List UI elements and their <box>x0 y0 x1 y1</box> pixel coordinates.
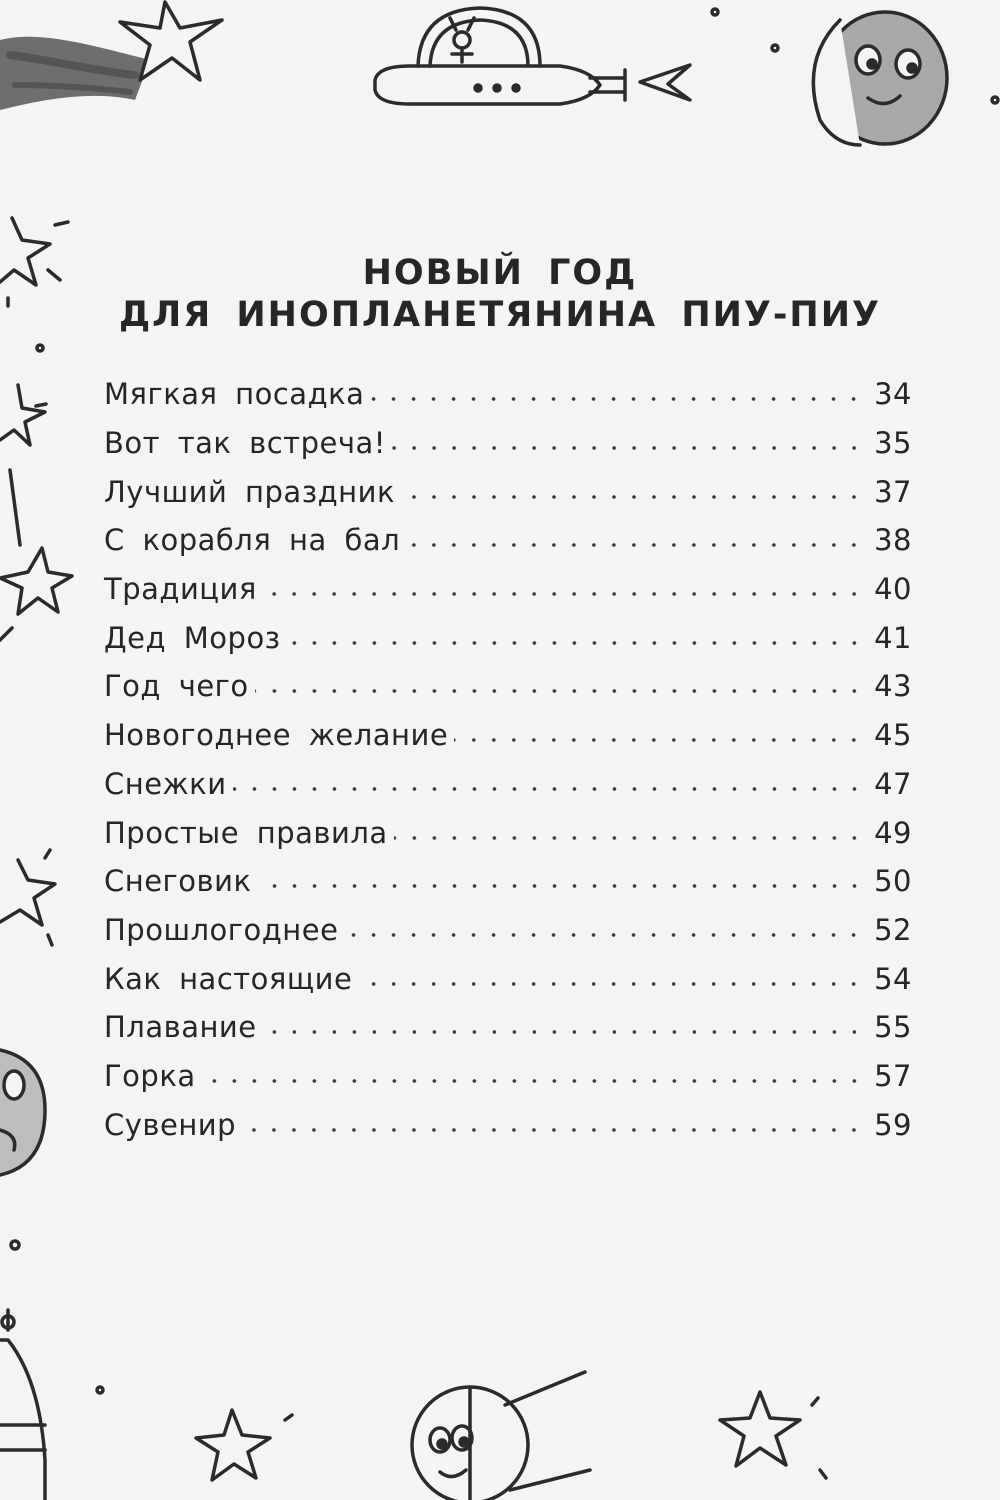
rocket-ship-icon <box>375 8 690 104</box>
toc-entry-title: Простые правила <box>104 815 388 850</box>
toc-entry[interactable] <box>104 1003 912 1052</box>
toc-entry-page: 43 <box>874 669 912 704</box>
toc-entry-title: Лучший праздник <box>104 474 395 509</box>
dot-leader <box>358 981 864 987</box>
dot-leader <box>242 1127 864 1133</box>
toc-entry-title: Горка <box>104 1058 196 1093</box>
section-title-line-2: ДЛЯ ИНОПЛАНЕТЯНИНА ПИУ-ПИУ <box>118 295 881 335</box>
toc-entry[interactable] <box>104 857 912 906</box>
toc-entry[interactable] <box>104 565 912 614</box>
toc-entry[interactable] <box>104 467 912 516</box>
dot-leader <box>263 591 864 597</box>
toc-entry-page: 41 <box>874 620 912 655</box>
toc-entry-page: 45 <box>874 718 912 753</box>
toc-entry[interactable] <box>104 516 912 565</box>
dot-leader <box>258 883 865 889</box>
dot-leader <box>454 737 864 743</box>
toc-entry[interactable] <box>104 906 912 955</box>
star-icon <box>0 385 46 445</box>
toc-entry[interactable] <box>104 760 912 809</box>
toc-entry-page: 54 <box>874 961 912 996</box>
dot-leader <box>255 688 864 694</box>
dot-leader <box>370 396 864 402</box>
toc-entry-page: 49 <box>874 815 912 850</box>
toc-entry-page: 50 <box>874 864 912 899</box>
toc-entry[interactable] <box>104 711 912 760</box>
toc-entry[interactable] <box>104 808 912 857</box>
toc-entry[interactable] <box>104 419 912 468</box>
toc-entry-title: Снеговик <box>104 864 252 899</box>
dot-leader <box>406 542 864 548</box>
toc-entry-title: Новогоднее желание <box>104 718 449 753</box>
section-title <box>0 252 1000 336</box>
star-icon <box>0 548 72 640</box>
toc-entry[interactable] <box>104 1100 912 1149</box>
table-of-contents <box>104 370 912 1149</box>
comet-icon <box>0 2 222 110</box>
toc-entry-page: 52 <box>874 912 912 947</box>
toc-entry-title: Вот так встреча! <box>104 426 386 461</box>
star-icon <box>720 1392 826 1478</box>
dot-leader <box>263 1029 864 1035</box>
toc-entry[interactable] <box>104 370 912 419</box>
dot-leader <box>401 494 864 500</box>
dot-leader <box>344 932 864 938</box>
dot-leader <box>202 1078 864 1084</box>
toc-entry-page: 59 <box>874 1107 912 1142</box>
toc-entry-title: Сувенир <box>104 1107 237 1142</box>
toc-entry-title: Дед Мороз <box>104 620 281 655</box>
toc-entry-title: Год чего <box>104 669 249 704</box>
toc-entry-page: 57 <box>874 1058 912 1093</box>
toc-entry[interactable] <box>104 662 912 711</box>
toc-entry-title: Снежки <box>104 766 227 801</box>
star-icon <box>196 1410 292 1480</box>
toc-entry-page: 55 <box>874 1010 912 1045</box>
dot-leader <box>233 786 864 792</box>
toc-entry-page: 35 <box>874 426 912 461</box>
section-title-line-1: НОВЫЙ ГОД <box>362 253 638 293</box>
dot-leader <box>392 445 864 451</box>
toc-entry-title: Прошлогоднее <box>104 912 339 947</box>
toc-entry-title: Мягкая посадка <box>104 377 365 412</box>
tower-icon <box>0 1310 45 1500</box>
toc-entry[interactable] <box>104 954 912 1003</box>
toc-entry-title: С корабля на бал <box>104 523 401 558</box>
toc-entry[interactable] <box>104 613 912 662</box>
satellite-icon <box>412 1372 590 1500</box>
planet-face-icon <box>813 12 947 145</box>
dot-leader <box>287 640 864 646</box>
planet-face-icon <box>0 1050 45 1175</box>
toc-entry-title: Как настоящие <box>104 961 353 996</box>
toc-entry[interactable] <box>104 1052 912 1101</box>
toc-entry-title: Традиция <box>104 572 257 607</box>
toc-entry-title: Плавание <box>104 1010 257 1045</box>
toc-entry-page: 37 <box>874 474 912 509</box>
star-icon <box>0 850 55 945</box>
toc-entry-page: 40 <box>874 572 912 607</box>
toc-entry-page: 34 <box>874 377 912 412</box>
toc-entry-page: 47 <box>874 766 912 801</box>
toc-entry-page: 38 <box>874 523 912 558</box>
dot-leader <box>394 835 864 841</box>
